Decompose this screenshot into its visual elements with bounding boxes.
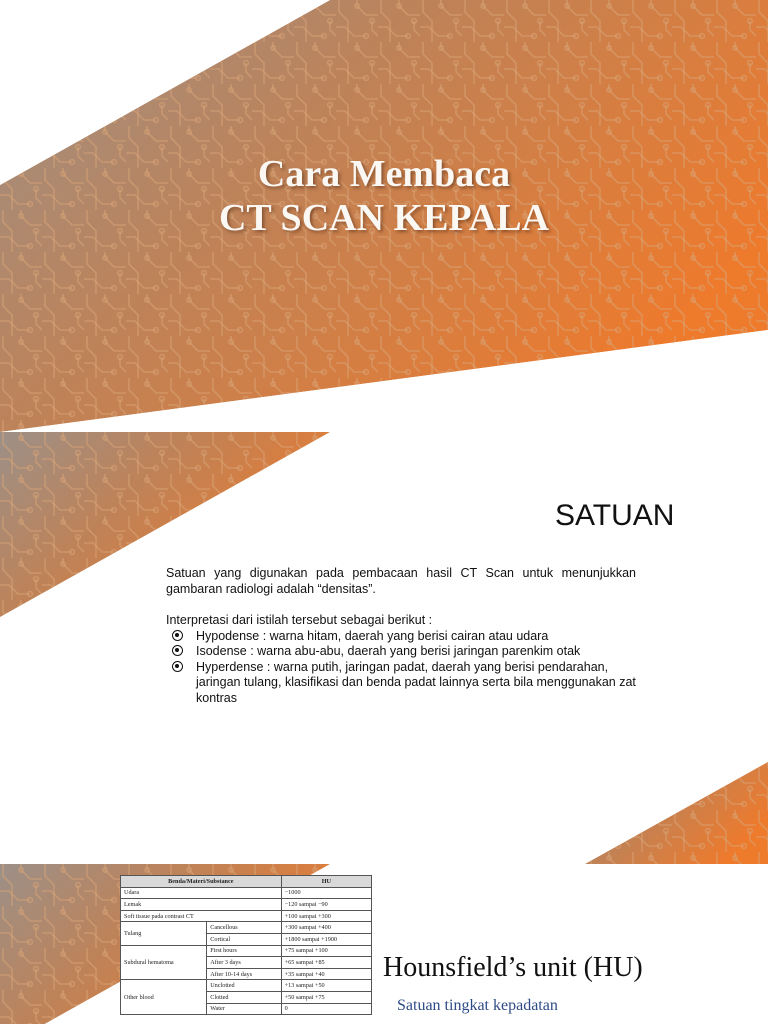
- table-row: After 10-14 days +35 sampai +40: [121, 968, 372, 980]
- table-row: Water 0: [121, 1003, 372, 1015]
- table-row: Cortical +1800 sampai +1900: [121, 933, 372, 945]
- list-item: Hyperdense : warna putih, jaringan padat, daerah yang berisi pendarahan, jaringan tulang, klasifikasi dan benda padat lainnya serta bila menggunakan zat kontras: [166, 660, 636, 707]
- satuan-intro: Satuan yang digunakan pada pembacaan hasil CT Scan untuk menunjukkan gambaran radiologi adalah “densitas”.: [166, 566, 636, 596]
- list-item: Hypodense : warna hitam, daerah yang berisi cairan atau udara: [166, 629, 636, 645]
- circuit-background: [0, 864, 768, 1024]
- table-row: After 3 days +65 sampai +85: [121, 957, 372, 969]
- table-header: Benda/Materi/Substance: [121, 876, 282, 888]
- table-row: Soft tissue pada contrast CT +100 sampai +300: [121, 910, 372, 922]
- table-row: Subdural hematoma First hours +75 sampai +100: [121, 945, 372, 957]
- hu-title: Hounsfield’s unit (HU): [383, 952, 643, 983]
- radio-bullet-icon: [172, 630, 183, 641]
- title-line-2: CT SCAN KEPALA: [218, 197, 550, 239]
- radio-bullet-icon: [172, 645, 183, 656]
- table-row: Udara −1000: [121, 887, 372, 899]
- satuan-heading: SATUAN: [555, 499, 675, 532]
- table-row: Lemak −120 sampai −90: [121, 899, 372, 911]
- hu-table: [120, 875, 372, 1015]
- interpretation-lead: Interpretasi dari istilah tersebut sebagai berikut :: [166, 613, 433, 627]
- table-row: Other blood Unclotted +13 sampai +50: [121, 980, 372, 992]
- table-row: Tulang Cancellous +300 sampai +400: [121, 922, 372, 934]
- density-list: [166, 629, 636, 707]
- slide-title: [0, 152, 768, 240]
- satuan-body: [166, 566, 636, 706]
- radio-bullet-icon: [172, 661, 183, 672]
- title-slide: [0, 0, 768, 432]
- hu-slide: [0, 864, 768, 1024]
- table-row: Clotted +50 sampai +75: [121, 991, 372, 1003]
- satuan-slide: [0, 432, 768, 864]
- table-header: HU: [281, 876, 371, 888]
- title-line-1: Cara Membaca: [257, 153, 511, 195]
- hu-table-image: [120, 875, 372, 1024]
- hu-subtitle: Satuan tingkat kepadatan: [397, 997, 558, 1014]
- list-item: Isodense : warna abu-abu, daerah yang berisi jaringan parenkim otak: [166, 644, 636, 660]
